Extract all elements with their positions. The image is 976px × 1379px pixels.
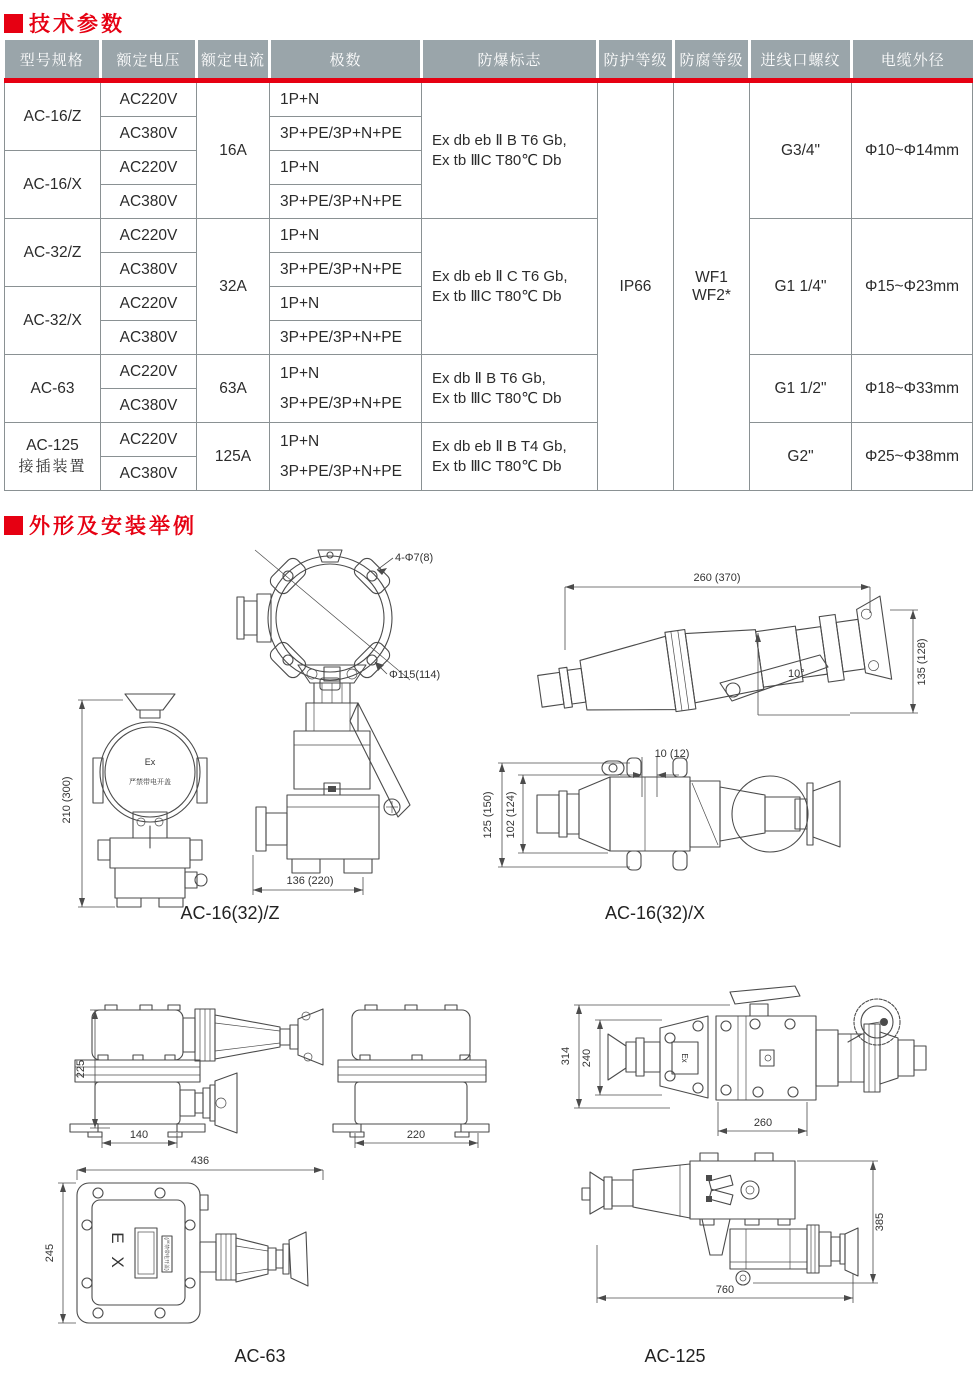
- poles-line-1: 1P+N: [280, 432, 320, 450]
- box-left-outline: [70, 1005, 205, 1137]
- cell-voltage: AC380V: [101, 185, 197, 219]
- dim-height: [61, 700, 123, 907]
- dim-240: [581, 1020, 662, 1095]
- cell-model-ac125: [5, 423, 101, 491]
- dim-label-angle: 10°: [788, 668, 805, 680]
- poles-line-2: 3P+PE/3P+N+PE: [280, 394, 402, 412]
- cell-ex-marking-ac63: [422, 355, 598, 423]
- device-outline: [256, 665, 410, 873]
- ex-line-2: Ex tb ⅢC T80℃ Db: [432, 389, 562, 407]
- warning-label: 严禁带电开盖: [129, 779, 171, 786]
- cell-cable-diameter: Φ18~Φ33mm: [852, 355, 973, 423]
- cell-model-ac16z: AC-16/Z: [5, 81, 101, 151]
- dim-label-holes: 4-Φ7(8): [395, 552, 434, 564]
- device-outline: [93, 694, 207, 907]
- cell-ex-marking-ac16: [422, 81, 598, 219]
- dim-label-385: 385: [874, 1212, 886, 1232]
- dim-label-dia: Φ115(114): [389, 669, 441, 681]
- dim-245: [44, 1183, 76, 1323]
- dim-label-length: 260 (370): [693, 572, 741, 584]
- caption-ac16z: AC-16(32)/Z: [180, 903, 280, 923]
- dim-760: [597, 1245, 853, 1303]
- dim-label-height: 210 (300): [61, 776, 73, 824]
- cell-model-ac32x: AC-32/X: [5, 287, 101, 355]
- plug-outline: [533, 596, 892, 730]
- dim-width: [253, 855, 363, 895]
- col-header-cable: 电缆外径: [852, 40, 973, 81]
- warning-label: (严禁带电开盖): [163, 1237, 169, 1271]
- cell-voltage: AC220V: [101, 151, 197, 185]
- cell-voltage: AC380V: [101, 389, 197, 423]
- col-header-current: 额定电流: [197, 40, 270, 81]
- cell-cable-diameter: Φ15~Φ23mm: [852, 219, 973, 355]
- cell-poles: 3P+PE/3P+N+PE: [270, 117, 422, 151]
- tech-params-table: [4, 40, 973, 491]
- caption-ac125: AC-125: [644, 1346, 706, 1366]
- cell-thread: G1 1/2": [750, 355, 852, 423]
- dim-label-140: 140: [129, 1129, 149, 1141]
- cell-voltage: AC220V: [101, 219, 197, 253]
- assembly-outline: [608, 986, 926, 1100]
- dim-label-314: 314: [560, 1046, 572, 1066]
- dim-260: [718, 1102, 807, 1136]
- col-header-voltage: 额定电压: [101, 40, 197, 81]
- dim-label-220: 220: [406, 1129, 426, 1141]
- cell-ex-marking-ac32: [422, 219, 598, 355]
- cell-poles: 3P+PE/3P+N+PE: [270, 185, 422, 219]
- model-line-2: 接插装置: [18, 458, 87, 475]
- caption-ac63: AC-63: [234, 1346, 286, 1366]
- ex-line-2: Ex tb ⅢC T80℃ Db: [432, 287, 562, 305]
- plug-outline: [200, 1232, 308, 1286]
- dim-label-260: 260: [753, 1117, 773, 1129]
- cell-model-ac63: AC-63: [5, 355, 101, 423]
- cell-poles: 1P+N: [270, 151, 422, 185]
- dim-label-436: 436: [190, 1155, 210, 1167]
- cell-poles-merged: [270, 423, 422, 491]
- cell-current-125a: 125A: [197, 423, 270, 491]
- cell-voltage: AC380V: [101, 457, 197, 491]
- dim-label-225: 225: [75, 1059, 87, 1079]
- drawing-ac125-side: [550, 1150, 976, 1315]
- cell-ex-marking-ac125: [422, 423, 598, 491]
- poles-line-1: 1P+N: [280, 364, 320, 382]
- drawing-ac16z-side: [240, 655, 440, 905]
- cell-thread: G3/4": [750, 81, 852, 219]
- drawing-ac125-top: [550, 980, 976, 1148]
- dim-length: [565, 572, 870, 650]
- cell-thread: G2": [750, 423, 852, 491]
- cell-current-16a: 16A: [197, 81, 270, 219]
- table-row: [5, 355, 973, 389]
- cell-voltage: AC380V: [101, 253, 197, 287]
- table-row: [5, 423, 973, 457]
- dim-label-245: 245: [44, 1243, 56, 1263]
- cell-cable-diameter: Φ25~Φ38mm: [852, 423, 973, 491]
- red-square-marker-icon: [4, 516, 23, 535]
- cell-current-63a: 63A: [197, 355, 270, 423]
- dim-label-h2: 102 (124): [505, 791, 517, 839]
- cell-poles: 1P+N: [270, 287, 422, 321]
- col-header-ex-marking: 防爆标志: [422, 40, 598, 81]
- ex-line-1: Ex db eb Ⅱ B T6 Gb,: [432, 131, 567, 149]
- caption-ac16x: AC-16(32)/X: [604, 903, 706, 923]
- cell-voltage: AC220V: [101, 423, 197, 457]
- ex-line-2: Ex tb ⅢC T80℃ Db: [432, 151, 562, 169]
- drawing-ac16x-top: [480, 745, 950, 905]
- drawing-ac16z-front: [55, 660, 235, 910]
- plug-upper-outline: [183, 1009, 323, 1065]
- dim-mounting-holes: [377, 552, 433, 575]
- cell-voltage: AC220V: [101, 355, 197, 389]
- dim-label-offset: 10 (12): [654, 748, 690, 760]
- corrosion-line-2: WF2*: [692, 286, 731, 304]
- poles-line-2: 3P+PE/3P+N+PE: [280, 462, 402, 480]
- col-header-model: 型号规格: [5, 40, 101, 81]
- cell-voltage: AC380V: [101, 117, 197, 151]
- ex-line-2: Ex tb ⅢC T80℃ Db: [432, 457, 562, 475]
- cell-poles: 3P+PE/3P+N+PE: [270, 321, 422, 355]
- cell-poles-merged: [270, 355, 422, 423]
- assembly-outline: [582, 1153, 858, 1285]
- dim-436: [77, 1155, 323, 1180]
- corrosion-line-1: WF1: [695, 268, 728, 286]
- dim-label-240: 240: [581, 1048, 593, 1068]
- cell-voltage: AC380V: [101, 321, 197, 355]
- col-header-ip: 防护等级: [598, 40, 674, 81]
- dim-height-inner: [505, 775, 608, 853]
- dim-label-width: 136 (220): [286, 875, 334, 887]
- section-title-text: 技术参数: [29, 13, 125, 36]
- cell-corrosion-rating: [674, 81, 750, 491]
- section-title-text: 外形及安装举例: [29, 515, 197, 538]
- col-header-poles: 极数: [270, 40, 422, 81]
- cell-thread: G1 1/4": [750, 219, 852, 355]
- dim-label-height: 135 (128): [916, 638, 928, 686]
- ex-line-1: Ex db Ⅱ B T6 Gb,: [432, 369, 546, 387]
- table-header-row: [5, 40, 973, 81]
- ex-mark-label: Ex: [144, 757, 156, 767]
- col-header-thread: 进线口螺纹: [750, 40, 852, 81]
- model-line-1: AC-125: [26, 437, 79, 454]
- cell-poles: 1P+N: [270, 219, 422, 253]
- red-square-marker-icon: [4, 14, 23, 33]
- cell-ip-rating: IP66: [598, 81, 674, 491]
- table-row: [5, 219, 973, 253]
- box-right-outline: [333, 1005, 489, 1137]
- cell-cable-diameter: Φ10~Φ14mm: [852, 81, 973, 219]
- ex-line-1: Ex db eb Ⅱ B T4 Gb,: [432, 437, 567, 455]
- dim-offset: [620, 748, 689, 797]
- cell-poles: 3P+PE/3P+N+PE: [270, 253, 422, 287]
- ex-line-1: Ex db eb Ⅱ C T6 Gb,: [432, 267, 568, 285]
- box-outline: [77, 1183, 208, 1323]
- cell-model-ac32z: AC-32/Z: [5, 219, 101, 287]
- drawing-ac16x-side: [520, 555, 976, 750]
- cell-current-32a: 32A: [197, 219, 270, 355]
- section-title-tech-params: [4, 8, 125, 38]
- section-title-outline-install: [4, 510, 197, 540]
- drawing-ac63-top: [40, 985, 500, 1160]
- drawing-ac63-front: [40, 1150, 500, 1345]
- dim-140: [102, 1129, 177, 1148]
- col-header-corrosion: 防腐等级: [674, 40, 750, 81]
- dim-angle: [755, 633, 850, 715]
- ex-mark-label: Ex: [680, 1053, 689, 1063]
- cell-model-ac16x: AC-16/X: [5, 151, 101, 219]
- table-row: [5, 81, 973, 117]
- dim-label-h1: 125 (150): [482, 791, 494, 839]
- cell-voltage: AC220V: [101, 81, 197, 117]
- cell-voltage: AC220V: [101, 287, 197, 321]
- dim-label-760: 760: [715, 1284, 735, 1296]
- ex-mark-label: E X: [108, 1232, 127, 1272]
- cell-poles: 1P+N: [270, 81, 422, 117]
